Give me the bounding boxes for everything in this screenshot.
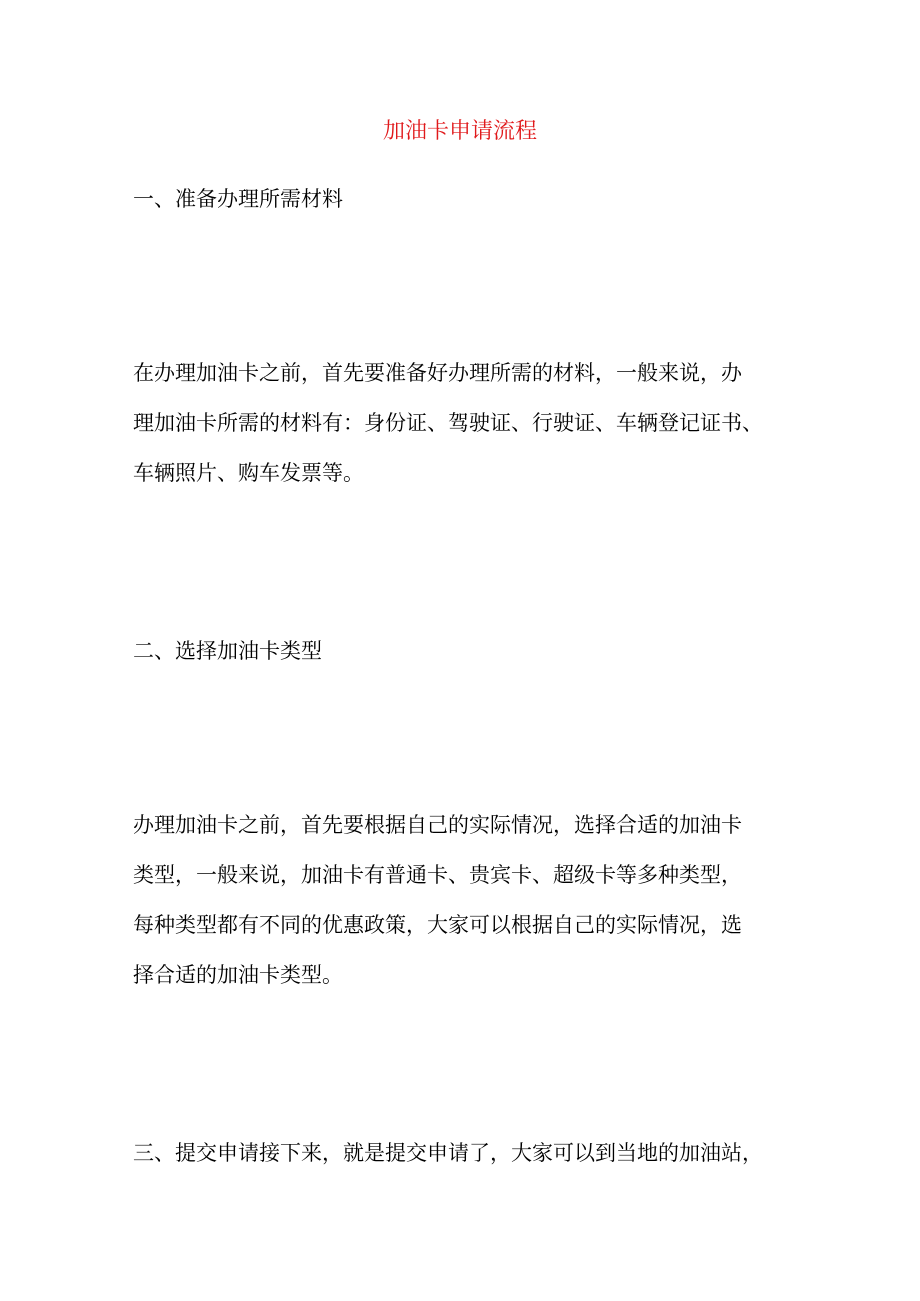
paragraph-line: 每种类型都有不同的优惠政策，大家可以根据自己的实际情况，选 — [133, 913, 742, 937]
paragraph-line: 在办理加油卡之前，首先要准备好办理所需的材料，一般来说，办 — [133, 361, 742, 385]
section-paragraph-2 — [133, 800, 801, 1000]
document-title: 加油卡申请流程 — [382, 119, 537, 144]
section-heading-1: 一、准备办理所需材料 — [133, 187, 343, 211]
paragraph-line: 类型，一般来说，加油卡有普通卡、贵宾卡、超级卡等多种类型， — [133, 863, 742, 887]
paragraph-line: 理加油卡所需的材料有：身份证、驾驶证、行驶证、车辆登记证书、 — [133, 411, 763, 435]
section-heading-2: 二、选择加油卡类型 — [133, 639, 322, 663]
section-heading-3: 三、提交申请接下来，就是提交申请了，大家可以到当地的加油站， — [133, 1141, 763, 1165]
paragraph-line: 择合适的加油卡类型。 — [133, 963, 343, 987]
section-paragraph-1 — [133, 348, 801, 498]
paragraph-line: 车辆照片、购车发票等。 — [133, 461, 364, 485]
paragraph-line: 办理加油卡之前，首先要根据自己的实际情况，选择合适的加油卡 — [133, 813, 742, 837]
